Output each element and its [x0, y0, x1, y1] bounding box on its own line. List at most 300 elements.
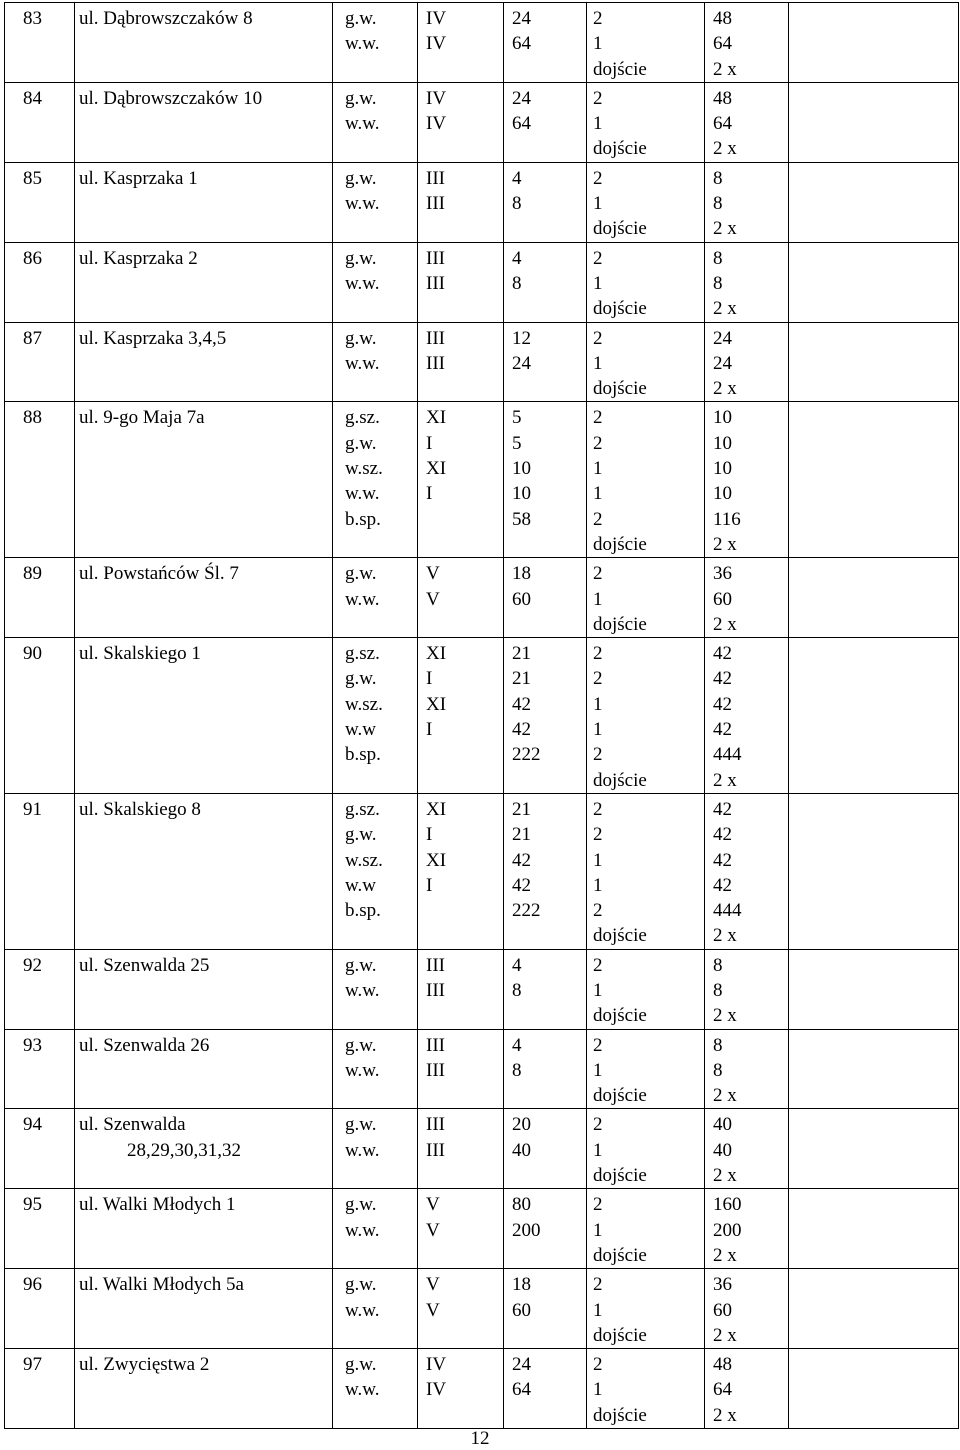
- zone-line: V: [426, 1219, 440, 1241]
- frequency-line: 2: [593, 1194, 603, 1216]
- frequency-cell: [587, 3, 705, 83]
- row-number-cell: [5, 1189, 75, 1269]
- frequency-line: dojście: [593, 925, 647, 947]
- zone-cell: [418, 402, 504, 558]
- frequency-line: 1: [593, 979, 603, 1001]
- frequency-cell: [587, 558, 705, 638]
- table-row: [5, 3, 959, 83]
- quantity-cell: [504, 1189, 587, 1269]
- quantity-line: 64: [512, 33, 531, 55]
- address-line: ul. Kasprzaka 2: [79, 247, 198, 269]
- quantity-line: 42: [512, 719, 531, 741]
- total-line: 40: [713, 1114, 732, 1136]
- quantity-cell: [504, 1029, 587, 1109]
- total-line: 2 x: [713, 1404, 737, 1426]
- total-line: 116: [713, 508, 741, 530]
- container-type-line: w.w: [345, 874, 376, 896]
- zone-line: III: [426, 954, 445, 976]
- table-row: [5, 82, 959, 162]
- container-type-line: b.sp.: [345, 508, 381, 530]
- quantity-line: 20: [512, 1114, 531, 1136]
- total-line: 2 x: [713, 1085, 737, 1107]
- zone-line: I: [426, 874, 433, 896]
- empty-cell: [789, 1189, 959, 1269]
- empty-cell: [789, 793, 959, 949]
- total-cell: [705, 793, 789, 949]
- quantity-line: 24: [512, 8, 531, 29]
- frequency-line: 1: [593, 849, 603, 871]
- frequency-cell: [587, 1269, 705, 1349]
- zone-cell: [418, 793, 504, 949]
- frequency-line: dojście: [593, 58, 647, 80]
- container-type-line: w.w.: [345, 33, 380, 55]
- frequency-line: 1: [593, 1139, 603, 1161]
- zone-line: III: [426, 1114, 445, 1136]
- empty-cell: [789, 1109, 959, 1189]
- frequency-cell: [587, 1349, 705, 1429]
- frequency-line: 2: [593, 407, 603, 429]
- quantity-line: 10: [512, 483, 531, 505]
- address-cell: [75, 402, 333, 558]
- total-cell: [705, 242, 789, 322]
- frequency-line: dojście: [593, 613, 647, 635]
- frequency-line: 2: [593, 668, 603, 690]
- frequency-line: dojście: [593, 138, 647, 160]
- container-type-line: g.sz.: [345, 643, 380, 665]
- frequency-line: dojście: [593, 1404, 647, 1426]
- zone-line: III: [426, 1034, 445, 1056]
- total-line: 48: [713, 8, 732, 29]
- container-type-line: g.w.: [345, 247, 377, 269]
- zone-line: III: [426, 272, 445, 294]
- total-line: 2 x: [713, 58, 737, 80]
- container-type-cell: [333, 3, 418, 83]
- address-line: ul. Powstańców Śl. 7: [79, 563, 239, 585]
- quantity-line: 21: [512, 798, 531, 820]
- container-type-cell: [333, 1029, 418, 1109]
- container-type-cell: [333, 242, 418, 322]
- empty-cell: [789, 1029, 959, 1109]
- total-line: 2 x: [713, 138, 737, 160]
- quantity-cell: [504, 1349, 587, 1429]
- quantity-line: 222: [512, 744, 541, 766]
- zone-line: III: [426, 247, 445, 269]
- zone-line: III: [426, 327, 445, 349]
- frequency-line: dojście: [593, 1005, 647, 1027]
- empty-cell: [789, 558, 959, 638]
- quantity-cell: [504, 558, 587, 638]
- row-number: 95: [23, 1194, 42, 1216]
- frequency-line: 2: [593, 432, 603, 454]
- empty-cell: [789, 949, 959, 1029]
- zone-cell: [418, 162, 504, 242]
- frequency-line: 1: [593, 352, 603, 374]
- frequency-line: 2: [593, 327, 603, 349]
- container-type-line: g.w.: [345, 8, 377, 29]
- container-type-line: g.w.: [345, 87, 377, 109]
- container-type-cell: [333, 402, 418, 558]
- container-type-line: b.sp.: [345, 900, 381, 922]
- address-cell: [75, 1269, 333, 1349]
- quantity-line: 24: [512, 87, 531, 109]
- frequency-line: 2: [593, 247, 603, 269]
- total-line: 64: [713, 1379, 732, 1401]
- page-number: 12: [470, 1428, 490, 1449]
- row-number: 83: [23, 8, 42, 29]
- quantity-cell: [504, 162, 587, 242]
- frequency-line: 2: [593, 563, 603, 585]
- quantity-cell: [504, 242, 587, 322]
- frequency-line: 1: [593, 719, 603, 741]
- total-line: 10: [713, 483, 732, 505]
- container-type-line: w.w.: [345, 193, 380, 215]
- frequency-line: 1: [593, 113, 603, 135]
- quantity-line: 5: [512, 432, 522, 454]
- zone-line: III: [426, 167, 445, 189]
- row-number-cell: [5, 402, 75, 558]
- container-type-line: g.w.: [345, 432, 377, 454]
- empty-cell: [789, 162, 959, 242]
- row-number-cell: [5, 638, 75, 794]
- total-line: 8: [713, 193, 723, 215]
- zone-cell: [418, 1109, 504, 1189]
- zone-cell: [418, 1269, 504, 1349]
- empty-cell: [789, 322, 959, 402]
- zone-line: XI: [426, 693, 447, 715]
- total-cell: [705, 558, 789, 638]
- frequency-cell: [587, 1029, 705, 1109]
- zone-cell: [418, 1189, 504, 1269]
- frequency-line: 1: [593, 483, 603, 505]
- table-row: [5, 1349, 959, 1429]
- container-type-cell: [333, 949, 418, 1029]
- zone-line: I: [426, 719, 433, 741]
- total-cell: [705, 1189, 789, 1269]
- container-type-line: b.sp.: [345, 744, 381, 766]
- table-row: [5, 402, 959, 558]
- total-line: 10: [713, 432, 732, 454]
- total-line: 2 x: [713, 378, 737, 400]
- total-line: 8: [713, 272, 723, 294]
- container-type-line: g.w.: [345, 1034, 377, 1056]
- zone-line: IV: [426, 8, 447, 29]
- zone-cell: [418, 558, 504, 638]
- quantity-cell: [504, 638, 587, 794]
- address-line: ul. Szenwalda 26: [79, 1034, 210, 1056]
- container-type-line: w.w.: [345, 483, 380, 505]
- zone-line: III: [426, 1059, 445, 1081]
- container-type-cell: [333, 1269, 418, 1349]
- container-type-line: g.w.: [345, 1354, 377, 1376]
- total-line: 24: [713, 327, 732, 349]
- total-line: 2 x: [713, 1165, 737, 1187]
- quantity-line: 64: [512, 113, 531, 135]
- frequency-line: dojście: [593, 218, 647, 240]
- frequency-line: 1: [593, 693, 603, 715]
- address-line: ul. Szenwalda 25: [79, 954, 210, 976]
- quantity-line: 200: [512, 1219, 541, 1241]
- total-line: 40: [713, 1139, 732, 1161]
- total-cell: [705, 1109, 789, 1189]
- table-row: [5, 322, 959, 402]
- row-number-cell: [5, 558, 75, 638]
- quantity-line: 64: [512, 1379, 531, 1401]
- total-line: 64: [713, 113, 732, 135]
- quantity-line: 21: [512, 643, 531, 665]
- quantity-cell: [504, 949, 587, 1029]
- frequency-line: 2: [593, 508, 603, 530]
- total-line: 160: [713, 1194, 742, 1216]
- quantity-line: 8: [512, 272, 522, 294]
- total-line: 8: [713, 1034, 723, 1056]
- container-type-cell: [333, 1109, 418, 1189]
- quantity-line: 8: [512, 193, 522, 215]
- frequency-cell: [587, 638, 705, 794]
- quantity-line: 4: [512, 1034, 522, 1056]
- total-line: 8: [713, 954, 723, 976]
- frequency-line: 1: [593, 1379, 603, 1401]
- total-cell: [705, 3, 789, 83]
- quantity-line: 18: [512, 563, 531, 585]
- total-line: 2 x: [713, 1005, 737, 1027]
- zone-line: III: [426, 352, 445, 374]
- address-cell: [75, 322, 333, 402]
- total-line: 42: [713, 824, 732, 846]
- zone-line: V: [426, 563, 440, 585]
- total-line: 48: [713, 87, 732, 109]
- quantity-line: 58: [512, 508, 531, 530]
- quantity-cell: [504, 82, 587, 162]
- container-type-line: w.w.: [345, 352, 380, 374]
- address-cell: [75, 1189, 333, 1269]
- frequency-cell: [587, 322, 705, 402]
- frequency-line: 2: [593, 8, 603, 29]
- table-row: [5, 242, 959, 322]
- total-line: 8: [713, 1059, 723, 1081]
- total-cell: [705, 162, 789, 242]
- frequency-line: 1: [593, 588, 603, 610]
- container-type-cell: [333, 638, 418, 794]
- row-number-cell: [5, 949, 75, 1029]
- zone-line: XI: [426, 458, 447, 480]
- address-cell: [75, 1029, 333, 1109]
- container-type-line: g.w.: [345, 1274, 377, 1296]
- empty-cell: [789, 1269, 959, 1349]
- total-line: 42: [713, 719, 732, 741]
- quantity-line: 8: [512, 979, 522, 1001]
- frequency-line: 1: [593, 1219, 603, 1241]
- frequency-line: 1: [593, 193, 603, 215]
- quantity-line: 42: [512, 874, 531, 896]
- total-cell: [705, 949, 789, 1029]
- quantity-line: 12: [512, 327, 531, 349]
- container-type-cell: [333, 82, 418, 162]
- container-type-line: g.w.: [345, 954, 377, 976]
- frequency-line: dojście: [593, 378, 647, 400]
- quantity-line: 5: [512, 407, 522, 429]
- total-line: 8: [713, 167, 723, 189]
- container-type-line: w.sz.: [345, 693, 383, 715]
- zone-cell: [418, 949, 504, 1029]
- container-type-cell: [333, 1349, 418, 1429]
- empty-cell: [789, 242, 959, 322]
- total-line: 2 x: [713, 218, 737, 240]
- waste-collection-table: [4, 2, 959, 1429]
- container-type-cell: [333, 558, 418, 638]
- total-line: 48: [713, 1354, 732, 1376]
- frequency-line: 2: [593, 798, 603, 820]
- container-type-line: g.sz.: [345, 798, 380, 820]
- address-cell: [75, 558, 333, 638]
- zone-cell: [418, 322, 504, 402]
- quantity-cell: [504, 402, 587, 558]
- table-row: [5, 558, 959, 638]
- total-line: 36: [713, 1274, 732, 1296]
- empty-cell: [789, 3, 959, 83]
- frequency-line: dojście: [593, 1165, 647, 1187]
- quantity-cell: [504, 3, 587, 83]
- table-row: [5, 162, 959, 242]
- total-line: 60: [713, 588, 732, 610]
- frequency-line: 2: [593, 643, 603, 665]
- quantity-line: 21: [512, 824, 531, 846]
- total-cell: [705, 1029, 789, 1109]
- total-cell: [705, 322, 789, 402]
- total-line: 42: [713, 668, 732, 690]
- frequency-line: 2: [593, 954, 603, 976]
- container-type-line: w.w: [345, 719, 376, 741]
- table-row: [5, 1029, 959, 1109]
- frequency-line: 2: [593, 1034, 603, 1056]
- address-line: ul. 9-go Maja 7a: [79, 407, 205, 429]
- frequency-line: dojście: [593, 298, 647, 320]
- table-row: [5, 1189, 959, 1269]
- container-type-cell: [333, 162, 418, 242]
- total-line: 2 x: [713, 1324, 737, 1346]
- table-row: [5, 793, 959, 949]
- empty-cell: [789, 82, 959, 162]
- zone-line: XI: [426, 643, 447, 665]
- total-cell: [705, 638, 789, 794]
- quantity-line: 24: [512, 1354, 531, 1376]
- row-number-cell: [5, 1349, 75, 1429]
- quantity-line: 21: [512, 668, 531, 690]
- frequency-line: 2: [593, 1274, 603, 1296]
- container-type-line: g.w.: [345, 824, 377, 846]
- frequency-cell: [587, 82, 705, 162]
- quantity-line: 24: [512, 352, 531, 374]
- container-type-line: g.w.: [345, 563, 377, 585]
- container-type-line: w.w.: [345, 1139, 380, 1161]
- container-type-cell: [333, 322, 418, 402]
- container-type-line: w.w.: [345, 1299, 380, 1321]
- total-cell: [705, 402, 789, 558]
- row-number: 90: [23, 643, 42, 665]
- total-line: 10: [713, 407, 732, 429]
- row-number-cell: [5, 82, 75, 162]
- total-line: 8: [713, 247, 723, 269]
- quantity-line: 18: [512, 1274, 531, 1296]
- frequency-cell: [587, 162, 705, 242]
- address-cell: [75, 242, 333, 322]
- zone-line: III: [426, 979, 445, 1001]
- quantity-line: 80: [512, 1194, 531, 1216]
- zone-line: IV: [426, 87, 447, 109]
- zone-line: XI: [426, 849, 447, 871]
- container-type-line: g.w.: [345, 1194, 377, 1216]
- address-line: ul. Dąbrowszczaków 8: [79, 8, 253, 29]
- address-line: ul. Kasprzaka 1: [79, 167, 198, 189]
- empty-cell: [789, 638, 959, 794]
- container-type-line: w.w.: [345, 1379, 380, 1401]
- frequency-cell: [587, 402, 705, 558]
- frequency-line: 2: [593, 1114, 603, 1136]
- frequency-line: 1: [593, 272, 603, 294]
- container-type-line: g.w.: [345, 668, 377, 690]
- address-line: ul. Dąbrowszczaków 10: [79, 87, 263, 109]
- total-line: 42: [713, 643, 732, 665]
- frequency-line: dojście: [593, 1244, 647, 1266]
- quantity-line: 42: [512, 693, 531, 715]
- total-cell: [705, 1269, 789, 1349]
- zone-line: I: [426, 824, 433, 846]
- zone-cell: [418, 1349, 504, 1429]
- zone-line: III: [426, 193, 445, 215]
- zone-line: V: [426, 1194, 440, 1216]
- frequency-line: 1: [593, 1059, 603, 1081]
- container-type-cell: [333, 793, 418, 949]
- total-line: 10: [713, 458, 732, 480]
- frequency-cell: [587, 793, 705, 949]
- frequency-line: 2: [593, 87, 603, 109]
- total-line: 2 x: [713, 533, 737, 555]
- container-type-line: w.w.: [345, 588, 380, 610]
- total-line: 444: [713, 900, 742, 922]
- zone-line: XI: [426, 407, 447, 429]
- zone-line: V: [426, 1299, 440, 1321]
- row-number: 92: [23, 954, 42, 976]
- row-number-cell: [5, 1109, 75, 1189]
- empty-cell: [789, 402, 959, 558]
- quantity-cell: [504, 1109, 587, 1189]
- frequency-cell: [587, 949, 705, 1029]
- total-line: 24: [713, 352, 732, 374]
- zone-line: IV: [426, 33, 447, 55]
- total-line: 42: [713, 874, 732, 896]
- zone-line: I: [426, 668, 433, 690]
- address-cell: [75, 949, 333, 1029]
- frequency-line: 2: [593, 744, 603, 766]
- total-line: 42: [713, 693, 732, 715]
- container-type-line: w.w.: [345, 113, 380, 135]
- zone-line: IV: [426, 1379, 447, 1401]
- table-row: [5, 949, 959, 1029]
- zone-cell: [418, 3, 504, 83]
- row-number-cell: [5, 1029, 75, 1109]
- quantity-line: 8: [512, 1059, 522, 1081]
- address-cell: [75, 638, 333, 794]
- address-cell: [75, 1109, 333, 1189]
- total-cell: [705, 1349, 789, 1429]
- address-cell: [75, 82, 333, 162]
- container-type-line: g.w.: [345, 167, 377, 189]
- zone-cell: [418, 242, 504, 322]
- address-line: ul. Zwycięstwa 2: [79, 1354, 210, 1376]
- container-type-line: g.w.: [345, 1114, 377, 1136]
- quantity-line: 60: [512, 588, 531, 610]
- frequency-line: dojście: [593, 533, 647, 555]
- row-number-cell: [5, 322, 75, 402]
